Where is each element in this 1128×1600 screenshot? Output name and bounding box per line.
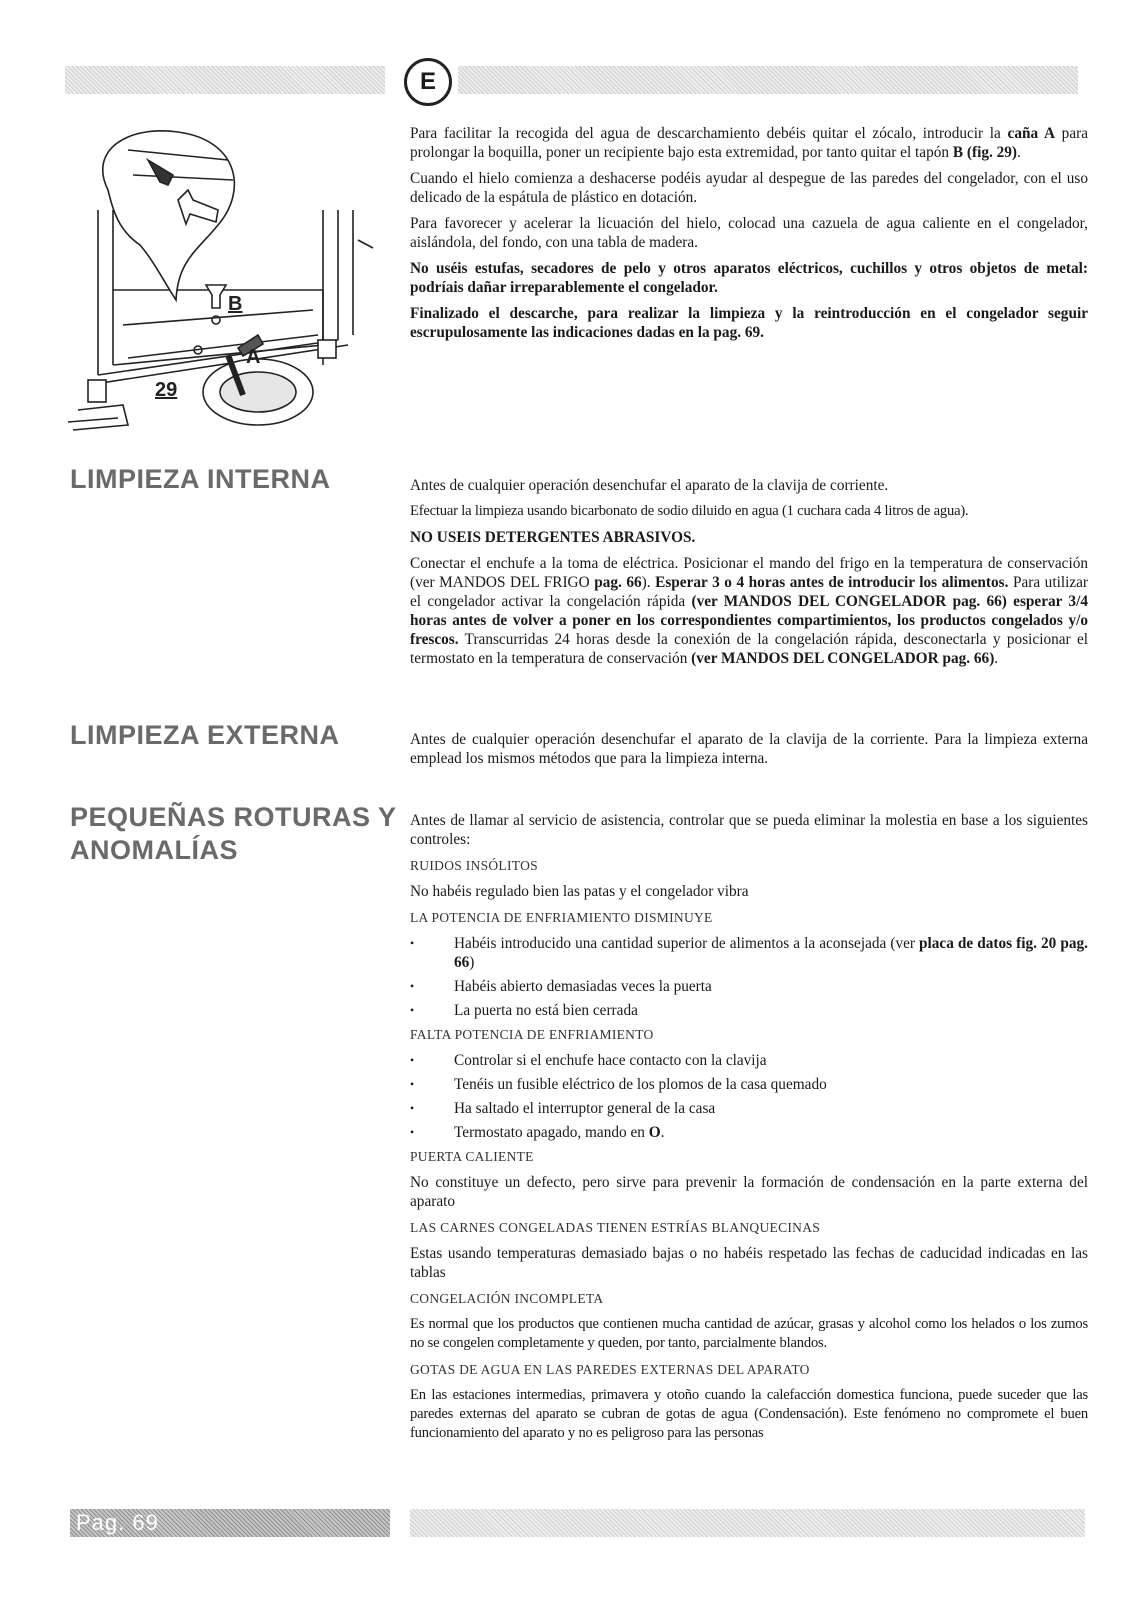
potencia-title: LA POTENCIA DE ENFRIAMIENTO DISMINUYE [410, 910, 713, 925]
list-item: • Habéis introducido una cantidad superior de alimentos a la aconsejada (ver placa de datos fig. 20 pag. 66) [410, 935, 1089, 971]
falta-title: FALTA POTENCIA DE ENFRIAMIENTO [410, 1027, 654, 1042]
bullet: • [410, 1077, 415, 1091]
defrost-text [410, 124, 1088, 349]
header-band-left [65, 66, 385, 94]
limpieza-interna-p2: Efectuar la limpieza usando bicarbonato de sodio diluido en agua (1 cuchara cada 4 litros de agua). [410, 503, 969, 519]
puerta-text: No constituye un defecto, pero sirve para prevenir la formación de condensación en la parte externa del aparato [410, 1174, 1088, 1210]
congelacion-title: CONGELACIÓN INCOMPLETA [410, 1291, 604, 1306]
figure-number: 29 [155, 379, 178, 401]
figure-label-a: A [246, 346, 261, 368]
list-item: • Controlar si el enchufe hace contacto con la clavija [410, 1052, 767, 1069]
list-item: • La puerta no está bien cerrada [410, 1002, 638, 1019]
carnes-text: Estas usando temperaturas demasiado bajas o no habéis respetado las fechas de caducidad indicadas en las tablas [410, 1245, 1088, 1281]
defrost-paragraph-1: Para facilitar la recogida del agua de descarchamiento debéis quitar el zócalo, introducir la caña A para prolongar la boquilla, poner un recipiente bajo esta extremidad, por tanto quitar el tapón B (fig. 29). [410, 125, 1088, 161]
limpieza-interna-p3: NO USEIS DETERGENTES ABRASIVOS. [410, 529, 696, 546]
limpieza-externa-heading: LIMPIEZA EXTERNA [70, 720, 340, 750]
defrost-illustration [68, 130, 388, 450]
defrost-paragraph-2: Cuando el hielo comienza a deshacerse podéis ayudar al despegue de las paredes del congelador, con el uso delicado de la espátula de plástico en dotación. [410, 170, 1088, 206]
bullet: • [410, 936, 415, 950]
anomalias-heading-line-2: ANOMALÍAS [70, 835, 238, 865]
list-item: • Habéis abierto demasiadas veces la puerta [410, 978, 712, 995]
limpieza-externa-p1: Antes de cualquier operación desenchufar el aparato de la clavija de la corriente. Para la limpieza externa emplead los mismos métodos que para la limpieza interna. [410, 731, 1088, 767]
gotas-title: GOTAS DE AGUA EN LAS PAREDES EXTERNAS DEL APARATO [410, 1362, 810, 1377]
bullet: • [410, 979, 415, 993]
ruidos-title: RUIDOS INSÓLITOS [410, 858, 538, 873]
footer-band-right [410, 1509, 1085, 1537]
defrost-paragraph-3: Para favorecer y acelerar la licuación del hielo, colocad una cazuela de agua caliente en el congelador, aislándola, del fondo, con una tabla de madera. [410, 215, 1088, 251]
defrost-warning: No uséis estufas, secadores de pelo y otros aparatos eléctricos, cuchillos y otros objetos de metal: podríais dañar irreparablemente el congelador. [410, 260, 1088, 296]
carnes-title: LAS CARNES CONGELADAS TIENEN ESTRÍAS BLANQUECINAS [410, 1220, 821, 1235]
header-band-right [458, 66, 1078, 94]
limpieza-interna-p1: Antes de cualquier operación desenchufar el aparato de la clavija de corriente. [410, 477, 889, 494]
bullet: • [410, 1125, 415, 1139]
congelacion-text: Es normal que los productos que contienen mucha cantidad de azúcar, grasas y alcohol como los helados o los zumos no se congelen completamente y queden, por tanto, parcialmente blandos. [410, 1316, 1088, 1351]
limpieza-interna-text [410, 476, 1088, 675]
figure-label-b: B [228, 293, 243, 315]
ruidos-text: No habéis regulado bien las patas y el congelador vibra [410, 883, 749, 900]
anomalias-text [410, 811, 1088, 1450]
anomalias-intro: Antes de llamar al servicio de asistencia, controlar que se pueda eliminar la molestia en base a los siguientes controles: [410, 812, 1088, 848]
limpieza-interna-p4: Conectar el enchufe a la toma de eléctrica. Posicionar el mando del frigo en la temperatura de conservación (ver MANDOS DEL FRIGO pag. 66). Esperar 3 o 4 horas antes de introducir los alimentos. Para utilizar el congelador activar la congelación rápida (ver MANDOS DEL CONGELADOR pag. 66) esperar 3/4 horas antes de volver a poner en los correspondientes compartimientos, los productos congelados y/o frescos. Transcurridas 24 horas desde la conexión de la congelación rápida, desconectarla y posicionar el termostato en la temperatura de conservación (ver MANDOS DEL CONGELADOR pag. 66). [410, 555, 1089, 667]
anomalias-heading-line-1: PEQUEÑAS ROTURAS Y [70, 802, 397, 832]
bullet: • [410, 1003, 415, 1017]
language-badge: E [404, 58, 452, 106]
bullet: • [410, 1053, 415, 1067]
limpieza-interna-heading: LIMPIEZA INTERNA [70, 464, 331, 494]
limpieza-externa-text [410, 730, 1088, 775]
puerta-title: PUERTA CALIENTE [410, 1149, 534, 1164]
defrost-final-note: Finalizado el descarche, para realizar la limpieza y la reintroducción en el congelador seguir escrupulosamente las indicaciones dadas en la pag. 69. [410, 305, 1088, 341]
list-item: • Tenéis un fusible eléctrico de los plomos de la casa quemado [410, 1076, 827, 1093]
gotas-text: En las estaciones intermedias, primavera y otoño cuando la calefacción domestica funciona, puede suceder que las paredes externas del aparato se cubran de gotas de agua (Condensación). Este fenómeno no compromete el buen funcionamiento del aparato y no es peligroso para las personas [410, 1387, 1088, 1441]
page-number: Pag. 69 [76, 1510, 159, 1535]
list-item: • Ha saltado el interruptor general de la casa [410, 1100, 716, 1117]
bullet: • [410, 1101, 415, 1115]
list-item: • Termostato apagado, mando en O. [410, 1124, 665, 1141]
